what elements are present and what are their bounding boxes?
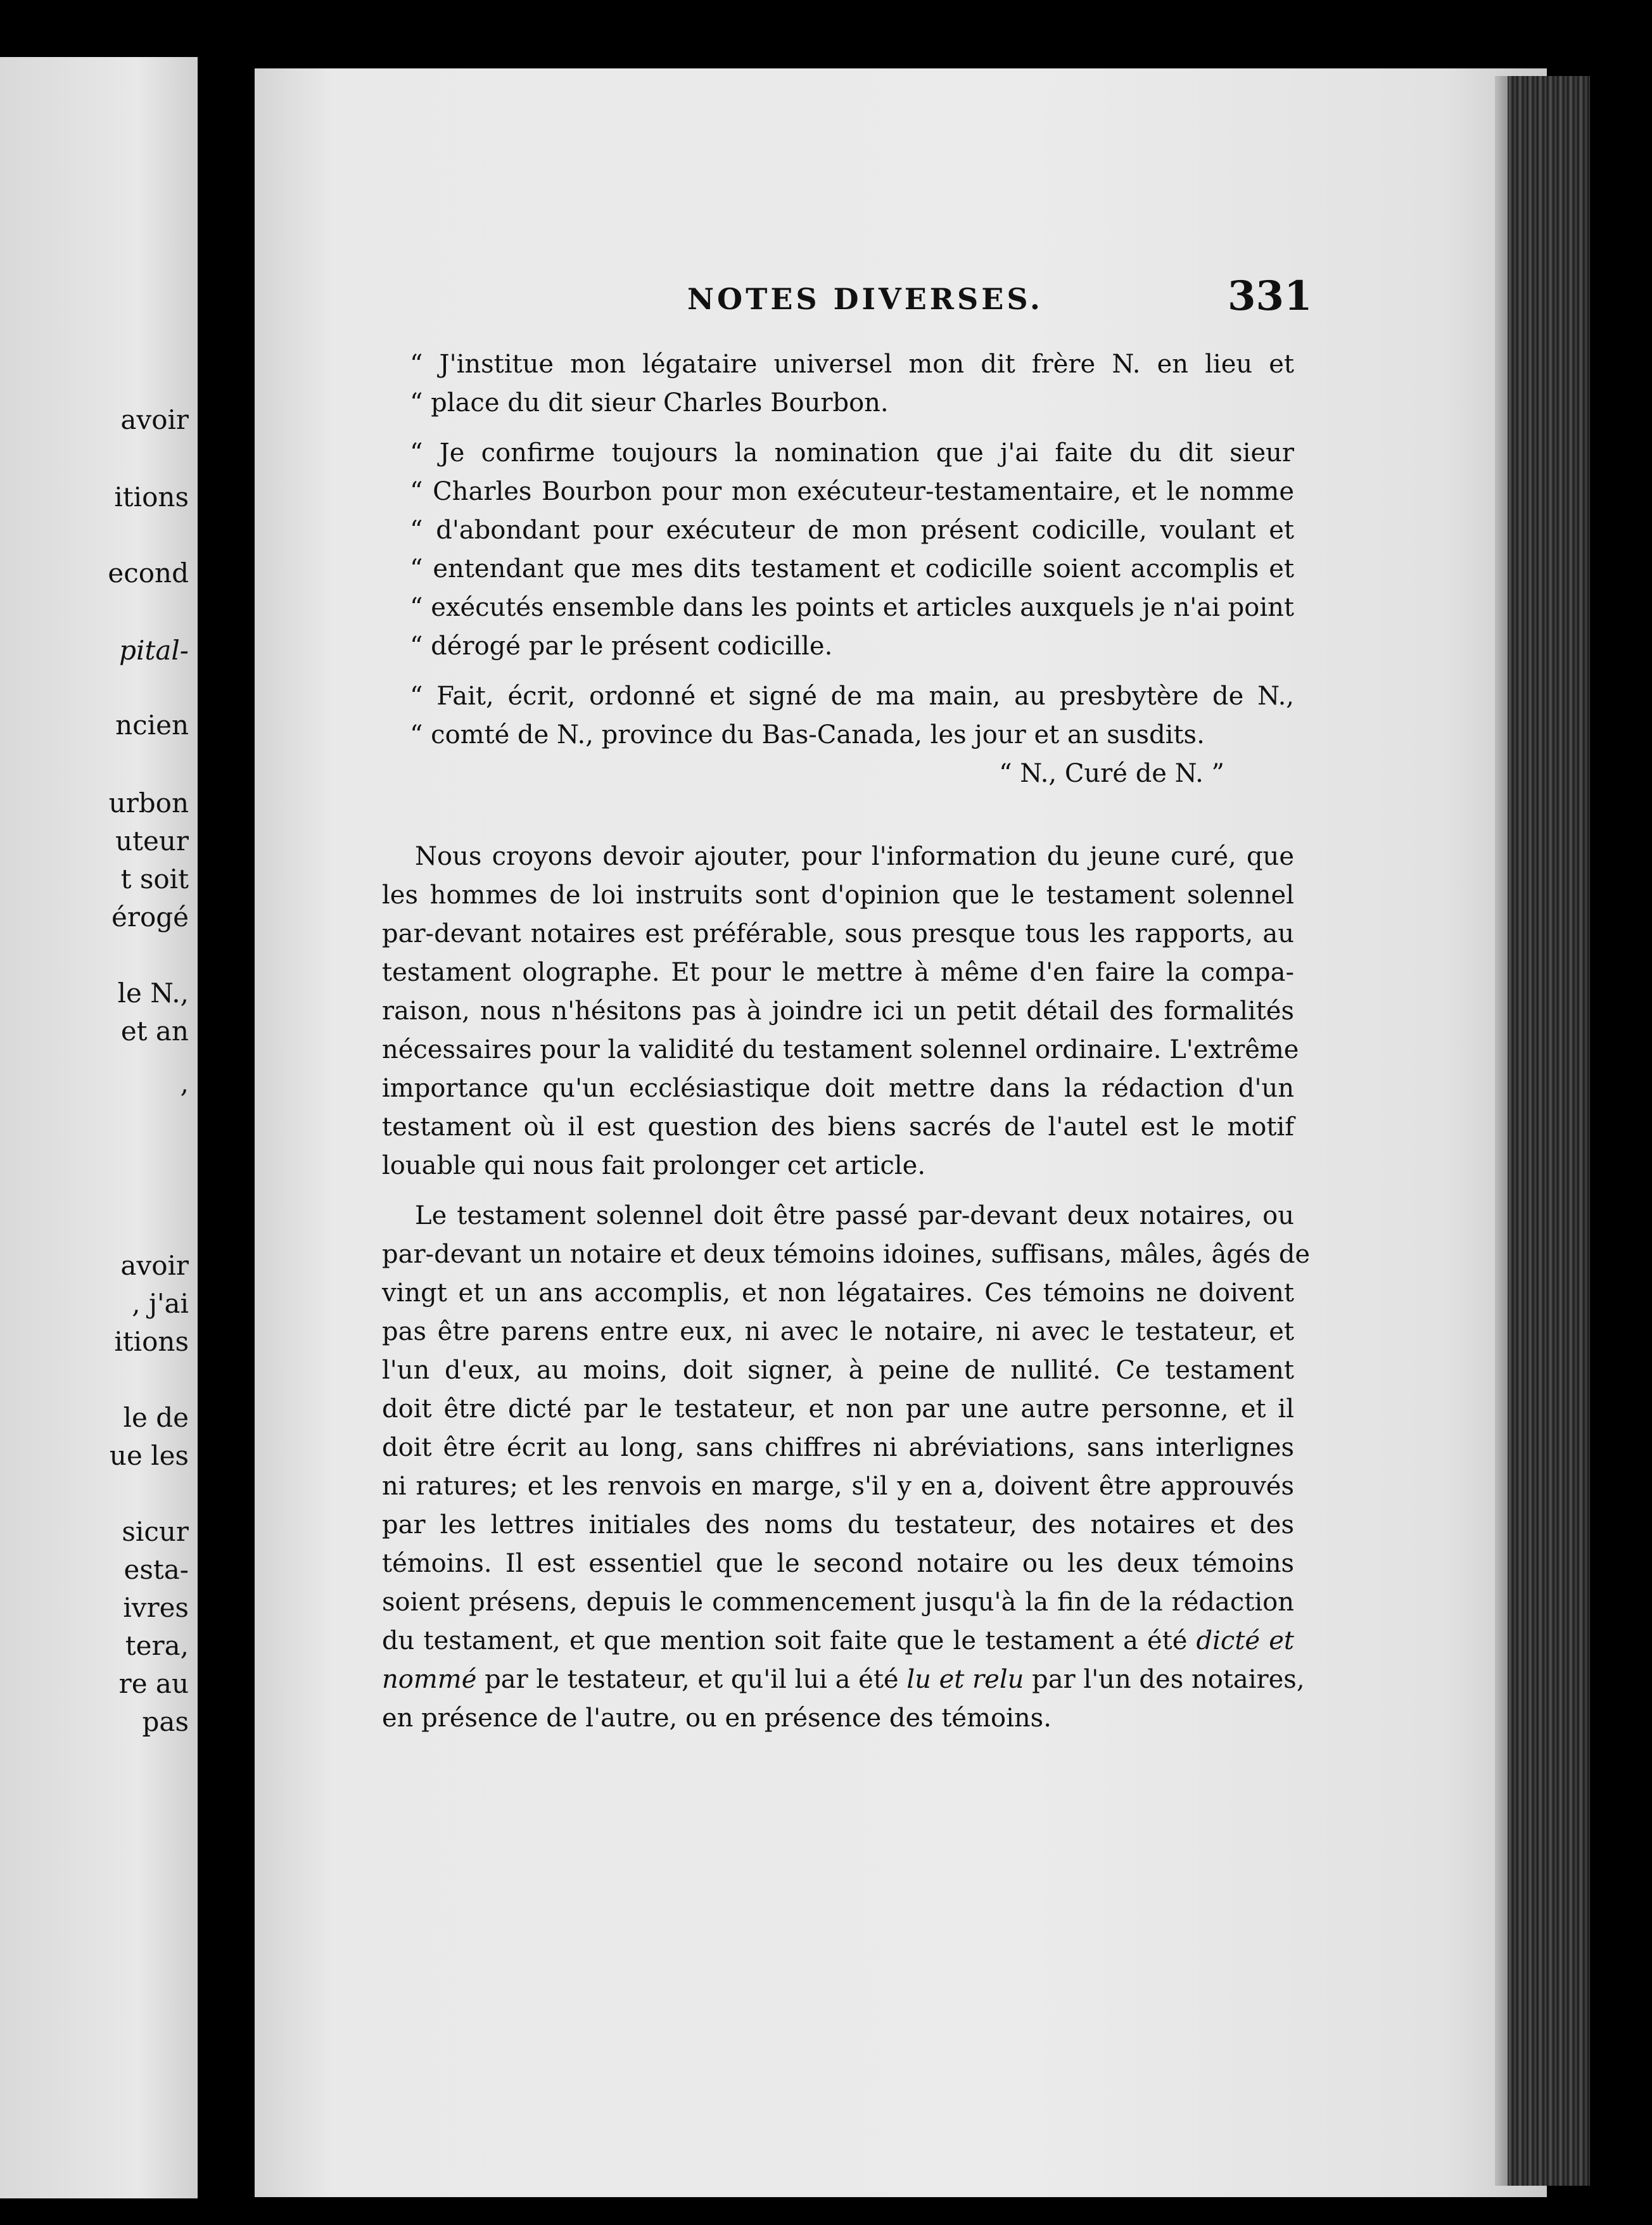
text-line: témoins. Il est essentiel que le second notaire ou les deux témoins	[382, 1549, 1294, 1578]
left-page-fragment: ue les	[109, 1440, 189, 1471]
quote-paragraph	[382, 677, 1294, 755]
left-page-fragment: et an	[120, 1016, 189, 1047]
page-stack-edge	[1508, 76, 1590, 2186]
text-run: par l'un des notaires,	[1024, 1665, 1305, 1694]
text-line: raison, nous n'hésitons pas à joindre ici un petit détail des formalités	[382, 997, 1294, 1026]
text-line: vingt et un ans accomplis, et non légataires. Ces témoins ne doivent	[382, 1278, 1294, 1308]
text-line	[382, 1661, 1305, 1699]
paragraph	[382, 838, 1299, 1185]
text-line: par les lettres initiales des noms du testateur, des notaires et des	[382, 1510, 1294, 1540]
left-page-fragment: tera,	[125, 1630, 189, 1661]
text-line: Le testament solennel doit être passé par-devant deux notaires, ou	[415, 1201, 1294, 1230]
left-page-fragment: le N.,	[117, 978, 189, 1009]
text-line: “ J'institue mon légataire universel mon dit frère N. en lieu et	[410, 350, 1294, 379]
text-line: “ exécutés ensemble dans les points et articles auxquels je n'ai point	[410, 593, 1294, 622]
text-line: en présence de l'autre, ou en présence des témoins.	[382, 1704, 1052, 1733]
signature-line: “ N., Curé de N. ”	[999, 759, 1224, 788]
text-line	[382, 1622, 1294, 1661]
italic-text: lu et relu	[906, 1665, 1024, 1694]
left-page-fragment: sicur	[122, 1516, 189, 1547]
text-line: “ Charles Bourbon pour mon exécuteur-testamentaire, et le nomme	[410, 477, 1294, 506]
text-line: par-devant notaires est préférable, sous presque tous les rapports, au	[382, 919, 1294, 948]
left-page-fragment: le de	[123, 1402, 189, 1433]
text-line: doit être écrit au long, sans chiffres ni abréviations, sans interlignes	[382, 1433, 1294, 1462]
paragraph	[382, 1197, 1311, 1738]
italic-text: nommé	[382, 1665, 477, 1694]
text-line: “ place du dit sieur Charles Bourbon.	[410, 388, 889, 418]
left-page-fragment: urbon	[108, 787, 189, 819]
text-line: testament où il est question des biens sacrés de l'autel est le motif	[382, 1112, 1294, 1142]
left-page-fragment: pas	[142, 1706, 189, 1737]
text-run: par le testateur, et qu'il lui a été	[476, 1665, 907, 1694]
italic-text: dicté et	[1196, 1626, 1294, 1655]
text-line: l'un d'eux, au moins, doit signer, à peine de nullité. Ce testament	[382, 1356, 1294, 1385]
text-run: du testament, et que mention soit faite que le testament a été	[382, 1626, 1197, 1655]
text-line: “ Fait, écrit, ordonné et signé de ma main, au presbytère de N.,	[410, 682, 1294, 711]
text-line: ni ratures; et les renvois en marge, s'il y en a, doivent être approuvés	[382, 1472, 1294, 1501]
quoted-codicil	[382, 345, 1294, 793]
left-page-fragment: uteur	[115, 826, 189, 857]
left-page-fragment: itions	[114, 1326, 189, 1357]
left-page-fragment: t soit	[120, 864, 189, 895]
text-line: nécessaires pour la validité du testament solennel ordinaire. L'extrême	[382, 1035, 1299, 1064]
left-page-fragment: ncien	[115, 710, 189, 741]
text-line: par-devant un notaire et deux témoins idoines, suffisans, mâles, âgés de	[382, 1240, 1311, 1269]
left-page-fragment: avoir	[120, 404, 189, 435]
left-page-fragment: ivres	[123, 1592, 189, 1623]
text-line: testament olographe. Et pour le mettre à même d'en faire la compa-	[382, 958, 1294, 987]
text-line: “ Je confirme toujours la nomination que j'ai faite du dit sieur	[410, 438, 1294, 468]
text-line: soient présens, depuis le commencement jusqu'à la fin de la rédaction	[382, 1588, 1294, 1617]
text-line: louable qui nous fait prolonger cet article.	[382, 1151, 926, 1180]
left-page-fragment: re au	[118, 1668, 189, 1699]
left-page-fragment: avoir	[120, 1250, 189, 1281]
left-page-fragment: itions	[114, 481, 189, 513]
left-page-fragment: pital-	[119, 635, 189, 666]
left-page-fragment: econd	[108, 558, 189, 589]
text-line: les hommes de loi instruits sont d'opinion que le testament solennel	[382, 881, 1294, 910]
running-title: NOTES DIVERSES.	[687, 282, 1043, 316]
text-line: “ dérogé par le présent codicille.	[410, 632, 833, 661]
left-page-fragment: , j'ai	[132, 1288, 189, 1319]
text-line: doit être dicté par le testateur, et non par une autre personne, et il	[382, 1394, 1294, 1424]
left-page-fragment: érogé	[111, 902, 189, 933]
quote-paragraph	[382, 345, 1294, 423]
text-line: Nous croyons devoir ajouter, pour l'information du jeune curé, que	[415, 842, 1294, 871]
left-page-fragment: ,	[180, 1068, 189, 1099]
text-line: pas être parens entre eux, ni avec le notaire, ni avec le testateur, et	[382, 1317, 1294, 1346]
text-line: importance qu'un ecclésiastique doit mettre dans la rédaction d'un	[382, 1074, 1294, 1103]
text-line: “ d'abondant pour exécuteur de mon présent codicille, voulant et	[410, 516, 1294, 545]
page-number: 331	[1228, 272, 1312, 320]
left-page-fragment: esta-	[124, 1554, 189, 1585]
left-facing-page	[0, 57, 198, 2198]
text-line: “ comté de N., province du Bas-Canada, les jour et an susdits.	[410, 720, 1205, 749]
page-body	[382, 345, 1311, 1738]
quote-paragraph	[382, 434, 1294, 666]
text-line: “ entendant que mes dits testament et codicille soient accomplis et	[410, 554, 1294, 583]
book-gutter	[198, 0, 255, 2225]
